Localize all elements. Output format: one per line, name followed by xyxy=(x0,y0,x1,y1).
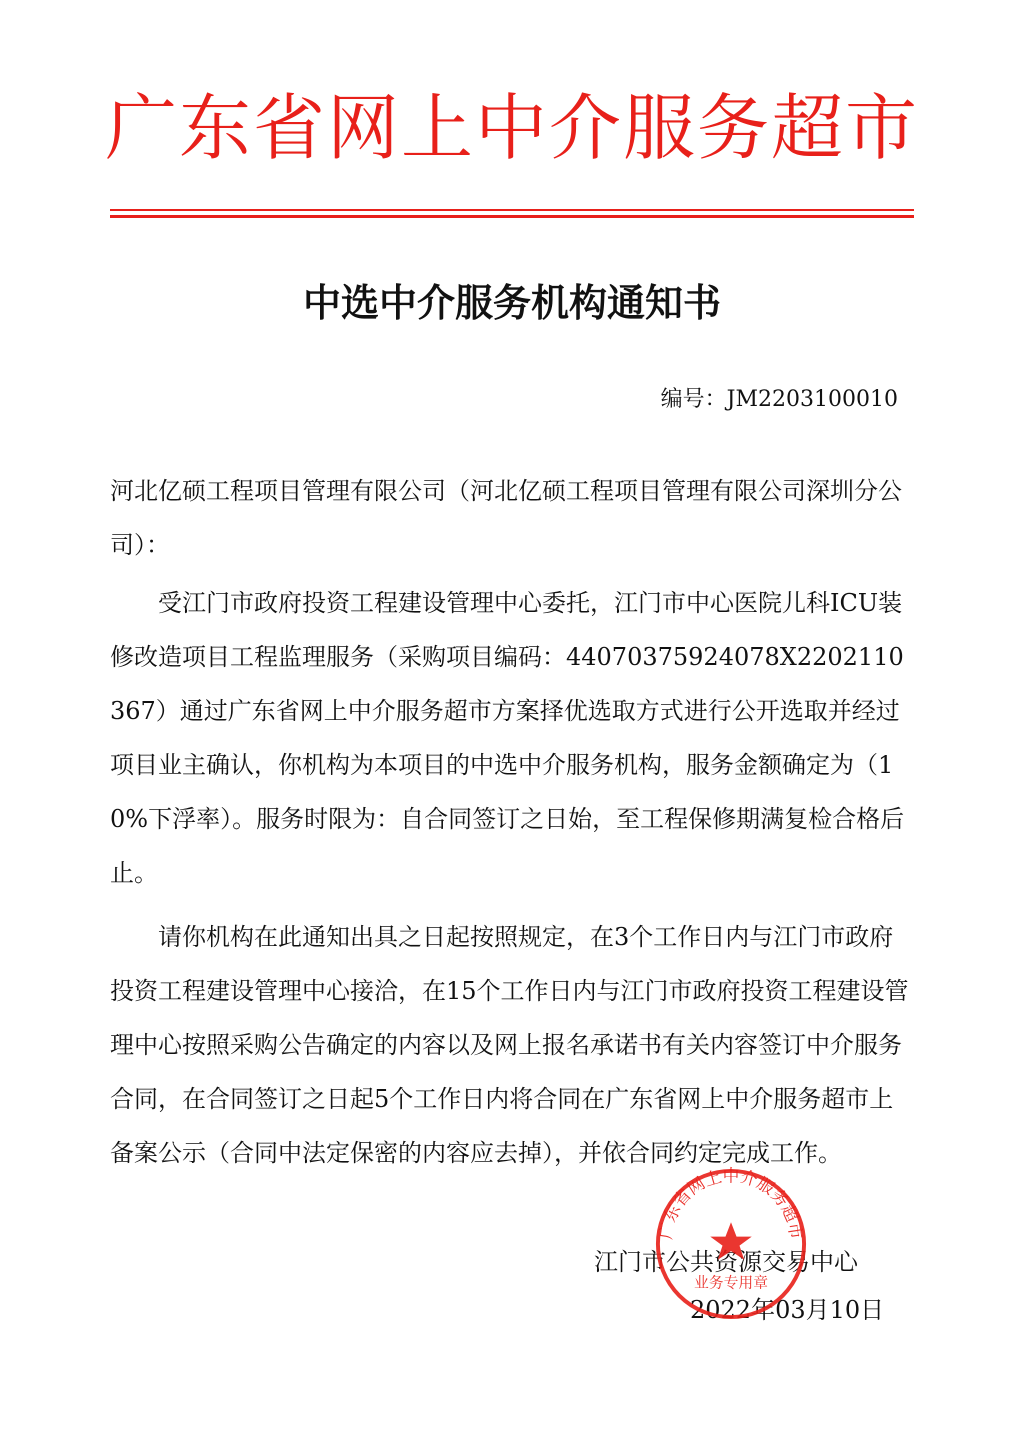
issuer-name: 江门市公共资源交易中心 xyxy=(594,1248,858,1276)
document-number xyxy=(661,382,898,413)
seal-ring-text: 广东省网上中介服务超市 xyxy=(655,1165,807,1241)
letterhead-title: 广东省网上中介服务超市 xyxy=(104,86,919,170)
document-number-label: 编号： xyxy=(660,387,727,412)
star-icon xyxy=(710,1222,751,1260)
paragraph-1: 受江门市政府投资工程建设管理中心委托，江门市中心医院儿科ICU装修改造项目工程监理服务（采购项目编码：44070375924078X2202110367）通过广东省网上中介服务超市方案择优选取方式进行公开选取并经过项目业主确认，你机构为本项目的中选中介服务机构，服务金额确定为（10%下浮率）。服务时限为：自合同签订之日始，至工程保修期满复检合格后止。 xyxy=(110,589,905,887)
notice-body xyxy=(110,464,910,1180)
addressee: 河北亿硕工程项目管理有限公司（河北亿硕工程项目管理有限公司深圳分公司）： xyxy=(110,477,902,559)
issue-date: 2022年03月10日 xyxy=(690,1296,885,1324)
paragraph-2: 请你机构在此通知出具之日起按照规定，在3个工作日内与江门市政府投资工程建设管理中心接洽，在15个工作日内与江门市政府投资工程建设管理中心按照采购公告确定的内容以及网上报名承诺书有关内容签订中介服务合同，在合同签订之日起5个工作日内将合同在广东省网上中介服务超市上备案公示（合同中法定保密的内容应去掉），并依合同约定完成工作。 xyxy=(110,923,909,1167)
document-number-value: JM2203100010 xyxy=(726,387,898,412)
notice-title: 中选中介服务机构通知书 xyxy=(302,281,721,325)
letterhead-rule-thin xyxy=(110,209,914,211)
letterhead-rule-thick xyxy=(110,215,914,218)
official-seal xyxy=(652,1165,810,1323)
seal-center-text: 业务专用章 xyxy=(694,1274,768,1292)
